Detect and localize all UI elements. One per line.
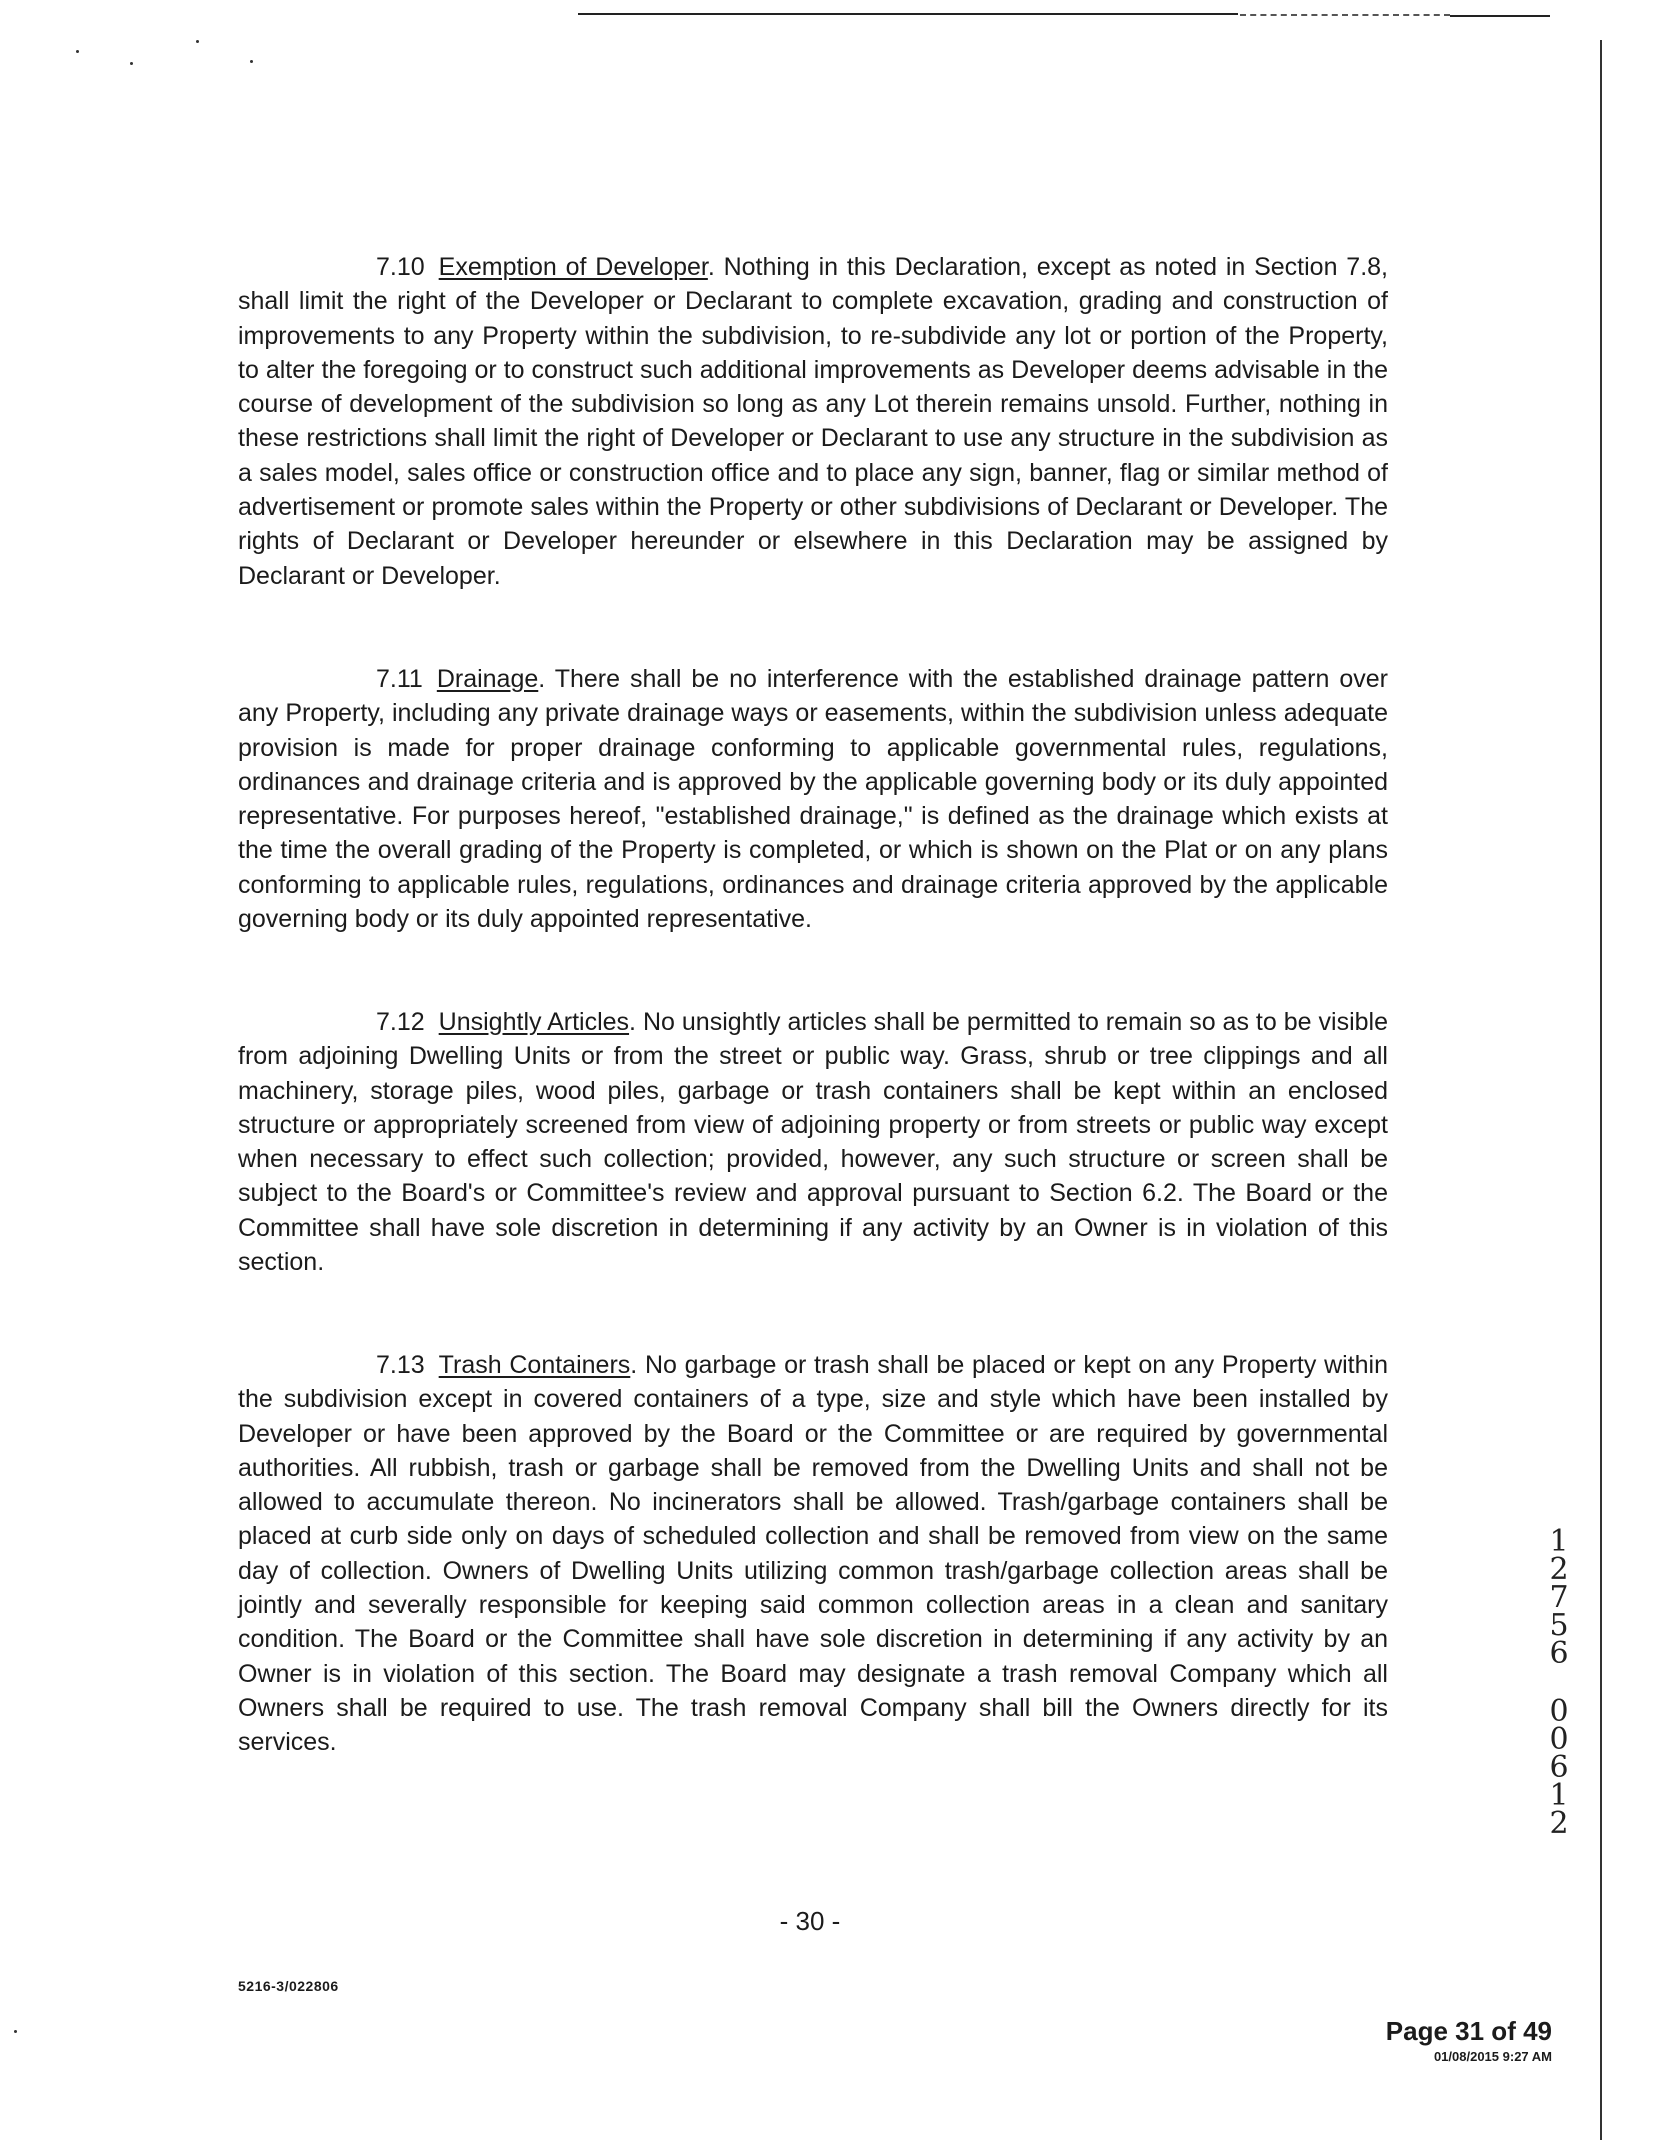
scan-top-rule-dashed [1240, 14, 1450, 16]
page-count: Page 31 of 49 [1385, 2016, 1552, 2046]
scan-speck [76, 50, 79, 53]
document-code: 5216-3/022806 [238, 1978, 339, 1994]
section-7-13 [238, 1348, 1388, 1760]
recording-timestamp: 01/08/2015 9:27 AM [1433, 2049, 1552, 2064]
stamp-digit: 2 [1549, 1806, 1569, 1841]
scan-top-rule [578, 13, 1238, 15]
section-heading: Drainage [436, 665, 539, 693]
section-7-11 [238, 662, 1388, 936]
stamp-digit: 1 [1549, 1778, 1569, 1813]
section-heading: Trash Containers [438, 1351, 631, 1379]
scan-speck [14, 2030, 17, 2033]
section-number: 7.10 [376, 253, 425, 281]
section-7-10 [238, 250, 1388, 593]
stamp-digit: 7 [1549, 1580, 1569, 1615]
scan-speck [130, 62, 133, 65]
stamp-digit: 6 [1549, 1636, 1569, 1671]
section-text: . No garbage or trash shall be placed or kept on any Property within the subdivision except in covered containers of a type, size and style which have been installed by Developer or have been approved by the Board or the Committee or are required by governmental authorities. All rubbish, trash or garbage shall be removed from the Dwelling Units and shall not be allowed to accumulate thereon. No incinerators shall be allowed. Trash/garbage containers shall be placed at curb side only on days of scheduled collection and shall be removed from view on the same day of collection. Owners of Dwelling Units utilizing common trash/garbage collection areas shall be jointly and severally responsible for keeping said common collection areas in a clean and sanitary condition. The Board or the Committee shall have sole discretion in determining if any activity by an Owner is in violation of this section. The Board may designate a trash removal Company which all Owners shall be required to use. The trash removal Company shall bill the Owners directly for its services. [238, 1351, 1388, 1757]
stamp-digit: 6 [1549, 1750, 1569, 1785]
page-number: - 30 - [779, 1906, 841, 1936]
scan-speck [250, 60, 253, 63]
section-text: . Nothing in this Declaration, except as noted in Section 7.8, shall limit the right of the Developer or Declarant to complete excavation, grading and construction of improvements to any Property within the subdivision, to re-subdivide any lot or portion of the Property, to alter the foregoing or to construct such additional improvements as Developer deems advisable in the course of development of the subdivision so long as any Lot therein remains unsold. Further, nothing in these restrictions shall limit the right of Developer or Declarant to use any structure in the subdivision as a sales model, sales office or construction office and to place any sign, banner, flag or similar method of advertisement or promote sales within the Property or other subdivisions of Declarant or Developer. The rights of Declarant or Developer hereunder or elsewhere in this Declaration may be assigned by Declarant or Developer. [238, 253, 1389, 590]
section-7-12 [238, 1005, 1388, 1279]
section-text: . No unsightly articles shall be permitted to remain so as to be visible from adjoining Dwelling Units or from the street or public way. Grass, shrub or tree clippings and all machinery, storage piles, wood piles, garbage or trash containers shall be kept within an enclosed structure or appropriately screened from view of adjoining property or from streets or public way except when necessary to effect such collection; provided, however, any such structure or screen shall be subject to the Board's or Committee's review and approval pursuant to Section 6.2. The Board or the Committee shall have sole discretion in determining if any activity by an Owner is in violation of this section. [238, 1008, 1388, 1277]
stamp-digit: 5 [1549, 1608, 1569, 1643]
scan-speck [196, 40, 199, 43]
section-heading: Unsightly Articles [438, 1008, 630, 1036]
stamp-digit: 0 [1549, 1722, 1569, 1757]
section-number: 7.13 [376, 1351, 425, 1379]
section-text: . There shall be no interference with the established drainage pattern over any Property, including any private drainage ways or easements, within the subdivision unless adequate provision is made for proper drainage conforming to applicable governmental rules, regulations, ordinances and drainage criteria and is approved by the applicable governing body or its duly appointed representative. For purposes hereof, "established drainage," is defined as the drainage which exists at the time the overall grading of the Property is completed, or which is shown on the Plat or on any plans conforming to applicable rules, regulations, ordinances and drainage criteria approved by the applicable governing body or its duly appointed representative. [238, 665, 1388, 934]
stamp-digit: 1 [1549, 1524, 1569, 1559]
stamp-digit: 0 [1549, 1694, 1569, 1729]
scan-right-rule [1600, 40, 1602, 2140]
section-heading: Exemption of Developer [438, 253, 708, 281]
section-number: 7.12 [376, 1008, 425, 1036]
section-number: 7.11 [376, 665, 423, 693]
stamp-digit: 2 [1549, 1552, 1569, 1587]
recording-number-stamp [1544, 1524, 1574, 1841]
scan-top-rule-tail [1450, 15, 1550, 17]
